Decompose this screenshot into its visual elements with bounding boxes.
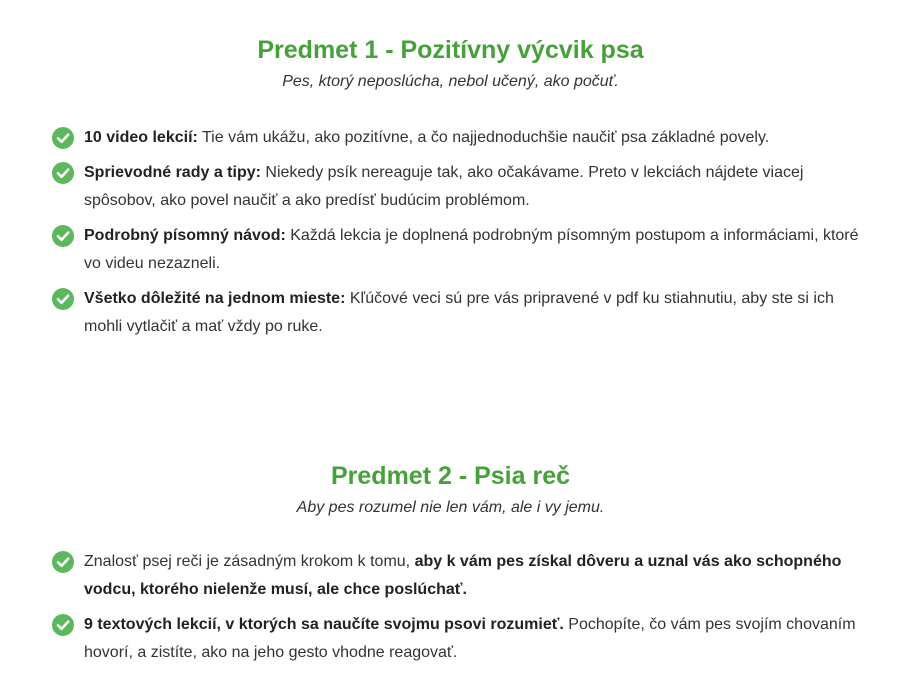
item-text: Tie vám ukážu, ako pozitívne, a čo najjednoduchšie naučiť psa základné povely. [197,129,770,146]
feature-list [52,548,862,674]
item-bold-label: Podrobný písomný návod: [84,227,286,244]
check-circle-icon [52,288,74,310]
check-circle-icon [52,614,74,636]
list-item [52,285,862,341]
list-item [52,222,862,278]
check-circle-icon [52,551,74,573]
item-bold-label: Všetko dôležité na jednom mieste: [84,290,346,307]
list-item [52,548,862,604]
course-section-2 [0,456,901,661]
list-item [52,124,862,152]
feature-list [52,124,862,348]
check-circle-icon [52,225,74,247]
item-bold-label: aby k vám pes získal dôveru a uznal vás ako schopného vodcu, ktorého nielenže musí, ale chce poslúchať. [84,553,842,598]
item-text: Pochopíte, čo vám pes svojím chovaním hovorí, a zistíte, ako na jeho gesto vhodne reagovať. [84,616,856,661]
item-bold-label: Sprievodné rady a tipy: [84,164,261,181]
section-subtitle: Aby pes rozumel nie len vám, ale i vy jemu. [296,499,605,516]
item-text: Znalosť psej reči je zásadným krokom k tomu, [84,553,415,570]
list-item [52,159,862,215]
item-bold-label: 9 textových lekcií, v ktorých sa naučíte svojmu psovi rozumieť. [84,616,564,633]
list-item [52,611,862,667]
item-text: Kľúčové veci sú pre vás pripravené v pdf ku stiahnutiu, aby ste si ich mohli vytlačiť a mať vždy po ruke. [84,290,834,335]
item-text: Niekedy psík nereaguje tak, ako očakávame. Preto v lekciách nájdete viacej spôsobov, ako povel naučiť a ako predísť budúcim problémom. [84,164,804,209]
section-subtitle: Pes, ktorý neposlúcha, nebol učený, ako počuť. [282,73,619,90]
course-section-1 [0,30,901,335]
check-circle-icon [52,127,74,149]
section-title: Predmet 2 - Psia reč [330,462,570,490]
item-bold-label: 10 video lekcií: [84,129,198,146]
item-text: Každá lekcia je doplnená podrobným písomným postupom a informáciami, ktoré vo videu nezazneli. [84,227,859,272]
section-title: Predmet 1 - Pozitívny výcvik psa [257,36,644,64]
check-circle-icon [52,162,74,184]
